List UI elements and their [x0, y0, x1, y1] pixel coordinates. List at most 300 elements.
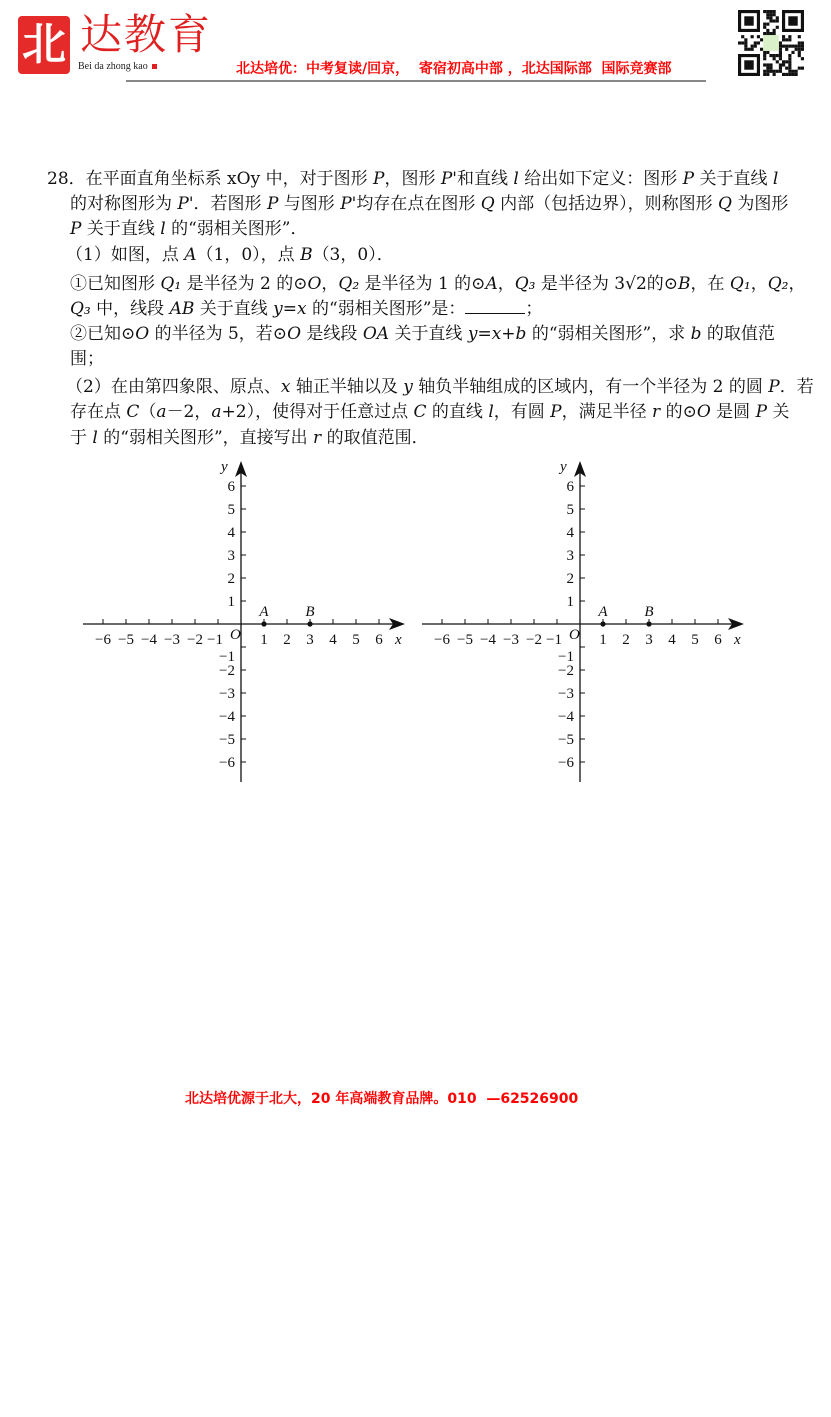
- y-tick-label: 5: [566, 502, 574, 518]
- text-segment: 关: [767, 402, 790, 422]
- point-B: [646, 621, 651, 626]
- y-tick-label: 3: [566, 548, 574, 564]
- y-tick-label: 4: [227, 525, 235, 541]
- text-segment: Q₁: [160, 274, 182, 294]
- text-segment: Q₃: [514, 274, 536, 294]
- qr-module: [757, 41, 760, 44]
- text-segment: ，: [788, 274, 806, 294]
- qr-module: [766, 63, 769, 66]
- qr-module: [779, 67, 782, 70]
- text-segment: x: [297, 299, 307, 319]
- x-axis-label: x: [734, 632, 741, 648]
- qr-module: [782, 38, 785, 41]
- x-axis-label: x: [395, 632, 402, 648]
- qr-module: [776, 54, 779, 57]
- point-A: [261, 621, 266, 626]
- text-segment: P: [682, 169, 695, 189]
- qr-module: [763, 57, 766, 60]
- qr-module: [801, 48, 804, 51]
- qr-module: [785, 60, 788, 63]
- x-tick-label: −5: [118, 632, 134, 648]
- text-segment: 围；: [70, 349, 104, 369]
- qr-module: [776, 16, 779, 19]
- point-A: [600, 621, 605, 626]
- text-segment: ，: [321, 274, 339, 294]
- text-segment: O: [307, 274, 322, 294]
- text-segment: 的“弱相关图形”，直接写出: [97, 428, 314, 448]
- qr-module: [788, 38, 791, 41]
- qr-module: [763, 10, 766, 13]
- qr-module: [776, 19, 779, 22]
- qr-module: [769, 13, 772, 16]
- text-segment: ；: [525, 299, 543, 319]
- qr-module: [747, 48, 750, 51]
- question-line: [70, 218, 308, 240]
- text-segment: 的半径为 5，若⊙: [149, 324, 288, 344]
- text-segment: =: [477, 324, 492, 344]
- qr-module: [741, 35, 744, 38]
- qr-module: [769, 10, 772, 13]
- x-tick-label: −2: [526, 632, 542, 648]
- header-divider: [126, 80, 706, 82]
- x-tick-label: −3: [164, 632, 180, 648]
- x-tick-label: 6: [375, 632, 383, 648]
- text-segment: （1）如图，点: [66, 245, 185, 265]
- text-segment: r: [652, 402, 661, 422]
- qr-module: [795, 70, 798, 73]
- text-segment: 28．在平面直角坐标系: [47, 169, 228, 189]
- y-tick-label: −3: [219, 686, 235, 702]
- qr-module: [782, 60, 785, 63]
- text-segment: l: [488, 402, 494, 422]
- x-tick-label: −1: [546, 632, 562, 648]
- text-segment: xOy: [227, 169, 261, 189]
- y-tick-label: −4: [219, 709, 235, 725]
- text-segment: ，满足半径: [561, 402, 653, 422]
- text-segment: （1，0），点: [196, 245, 301, 265]
- text-segment: 中，线段: [90, 299, 170, 319]
- qr-module: [773, 73, 776, 76]
- qr-module: [785, 38, 788, 41]
- y-tick-label: −6: [558, 755, 574, 771]
- text-segment: 关于直线: [694, 169, 773, 189]
- qr-module: [744, 45, 747, 48]
- qr-module: [766, 10, 769, 13]
- qr-module: [769, 67, 772, 70]
- qr-module: [744, 60, 753, 69]
- qr-module: [766, 16, 769, 19]
- y-tick-label: −5: [558, 732, 574, 748]
- x-tick-label: 5: [352, 632, 360, 648]
- text-segment: 中，对于图形: [260, 169, 373, 189]
- text-segment: x: [280, 377, 291, 397]
- qr-module: [779, 57, 782, 60]
- x-tick-label: −4: [141, 632, 157, 648]
- qr-module: [763, 51, 766, 54]
- text-segment: 与图形: [278, 194, 341, 214]
- text-segment: 的取值范: [701, 324, 775, 344]
- qr-module: [788, 35, 791, 38]
- text-segment: y: [403, 377, 413, 397]
- question-line: [70, 273, 805, 295]
- text-segment: 是半径为 2 的⊙: [181, 274, 308, 294]
- qr-module: [773, 19, 776, 22]
- qr-module: [769, 16, 772, 19]
- qr-module: [773, 54, 776, 57]
- footer-text: 北达培优源于北大，20 年高端教育品牌。010 —62526900: [185, 1091, 579, 1107]
- y-tick-label: −4: [558, 709, 574, 725]
- qr-module: [766, 70, 769, 73]
- text-segment: Q₁: [729, 274, 751, 294]
- text-segment: P: [755, 402, 768, 422]
- qr-module: [791, 45, 794, 48]
- qr-module: [779, 63, 782, 66]
- text-segment: a: [211, 402, 222, 422]
- qr-module: [788, 45, 791, 48]
- qr-module: [773, 13, 776, 16]
- text-segment: 轴负半轴组成的区域内，有一个半径为 2 的圆: [412, 377, 769, 397]
- text-segment: （3，0）．: [312, 245, 394, 265]
- text-segment: O: [135, 324, 150, 344]
- logo-subtitle: [78, 61, 157, 73]
- qr-module: [798, 41, 801, 44]
- text-segment: r: [313, 428, 322, 448]
- x-tick-label: 3: [306, 632, 314, 648]
- text-segment: ，有圆: [493, 402, 551, 422]
- x-tick-label: −2: [187, 632, 203, 648]
- x-tick-label: 2: [622, 632, 630, 648]
- y-tick-label: −2: [219, 663, 235, 679]
- text-segment: P: [70, 219, 82, 239]
- question-line: [70, 401, 789, 423]
- text-segment: 的“弱相关图形”．: [165, 219, 308, 239]
- question-line: [70, 427, 429, 449]
- qr-module: [788, 54, 791, 57]
- question-line: [70, 193, 788, 215]
- question-line: [70, 348, 104, 370]
- y-tick-label: 2: [566, 571, 574, 587]
- point-label: B: [644, 604, 654, 620]
- text-segment: a: [156, 402, 167, 422]
- qr-center-logo: [763, 35, 779, 51]
- qr-module: [763, 63, 766, 66]
- qr-module: [744, 38, 747, 41]
- qr-module: [795, 48, 798, 51]
- x-tick-label: −3: [503, 632, 519, 648]
- qr-module: [741, 41, 744, 44]
- text-segment: 的“弱相关图形”，求: [526, 324, 691, 344]
- qr-module: [801, 41, 804, 44]
- qr-module: [788, 70, 791, 73]
- qr-module: [766, 29, 769, 32]
- qr-module: [769, 70, 772, 73]
- text-segment: P: [266, 194, 279, 214]
- qr-module: [763, 26, 766, 29]
- text-segment: P: [373, 169, 385, 189]
- logo-mark: 北: [18, 16, 70, 74]
- qr-module: [779, 51, 782, 54]
- text-segment: ②已知⊙: [70, 324, 136, 344]
- x-tick-label: −5: [457, 632, 473, 648]
- text-segment: P': [440, 169, 457, 189]
- qr-module: [798, 48, 801, 51]
- y-tick-label: 3: [227, 548, 235, 564]
- text-segment: 存在点: [70, 402, 127, 422]
- text-segment: 关于直线: [389, 324, 468, 344]
- x-tick-label: 4: [668, 632, 676, 648]
- question-line: [70, 323, 775, 345]
- text-segment: A: [485, 274, 498, 294]
- text-segment: P': [340, 194, 357, 214]
- qr-module: [763, 32, 766, 35]
- qr-module: [773, 32, 776, 35]
- text-segment: 的⊙: [660, 402, 697, 422]
- qr-module: [751, 45, 754, 48]
- qr-module: [751, 35, 754, 38]
- text-segment: O: [287, 324, 301, 344]
- text-segment: 的取值范围．: [321, 428, 429, 448]
- qr-module: [760, 48, 763, 51]
- text-segment: C: [413, 402, 427, 422]
- qr-module: [795, 45, 798, 48]
- question-line: [66, 244, 394, 266]
- y-tick-label: 6: [566, 479, 574, 495]
- qr-module: [791, 51, 794, 54]
- qr-module: [754, 41, 757, 44]
- text-segment: 的直线: [426, 402, 489, 422]
- x-tick-label: 1: [260, 632, 268, 648]
- qr-module: [798, 67, 801, 70]
- text-segment: 的对称图形为: [70, 194, 178, 214]
- qr-code-icon: [737, 10, 805, 76]
- x-tick-label: 6: [714, 632, 722, 648]
- qr-module: [788, 63, 791, 66]
- question-line: [70, 298, 542, 320]
- qr-module: [763, 23, 766, 26]
- text-segment: 于: [70, 428, 93, 448]
- qr-module: [788, 60, 791, 63]
- x-tick-label: 5: [691, 632, 699, 648]
- point-label: A: [259, 604, 269, 620]
- qr-module: [785, 48, 788, 51]
- qr-module: [785, 73, 788, 76]
- text-segment: ，图形: [384, 169, 441, 189]
- qr-module: [766, 51, 769, 54]
- qr-module: [801, 45, 804, 48]
- answer-blank[interactable]: [465, 299, 525, 314]
- qr-module: [776, 26, 779, 29]
- coordinate-graph-1: [75, 455, 420, 790]
- text-segment: 给出如下定义：图形: [518, 169, 683, 189]
- logo-square-icon: [152, 64, 157, 69]
- x-tick-label: −1: [207, 632, 223, 648]
- text-segment: =: [282, 299, 298, 319]
- qr-module: [744, 16, 753, 25]
- qr-module: [779, 48, 782, 51]
- header-slogan: 北达培优：中考复读/回京， 寄宿初高中部 ，北达国际部 国际竞赛部: [236, 61, 672, 77]
- text-segment: 关于直线: [81, 219, 161, 239]
- qr-module: [776, 60, 779, 63]
- qr-module: [779, 41, 782, 44]
- text-segment: 是半径为 3√2的⊙: [535, 274, 679, 294]
- qr-module: [751, 48, 754, 51]
- text-segment: Q: [480, 194, 495, 214]
- y-tick-label: −2: [558, 663, 574, 679]
- text-segment: （2）在由第四象限、原点、: [66, 377, 281, 397]
- qr-module: [779, 45, 782, 48]
- text-segment: ．若: [779, 377, 814, 397]
- text-segment: y: [467, 324, 478, 344]
- text-segment: －2，: [166, 402, 212, 422]
- text-segment: x: [491, 324, 502, 344]
- text-segment: Q₂: [767, 274, 789, 294]
- text-segment: 关于直线: [194, 299, 274, 319]
- qr-module: [760, 38, 763, 41]
- qr-module: [782, 45, 785, 48]
- qr-module: [763, 73, 766, 76]
- text-segment: 是半径为 1 的⊙: [359, 274, 486, 294]
- qr-module: [788, 67, 791, 70]
- point-label: B: [305, 604, 315, 620]
- x-tick-label: 2: [283, 632, 291, 648]
- logo-text: 达教育: [80, 10, 213, 59]
- question-line: [66, 376, 814, 398]
- qr-module: [738, 41, 741, 44]
- qr-module: [763, 54, 766, 57]
- qr-module: [766, 13, 769, 16]
- text-segment: A: [184, 245, 197, 265]
- y-tick-label: 2: [227, 571, 235, 587]
- text-segment: y: [273, 299, 283, 319]
- text-segment: B: [300, 245, 313, 265]
- text-segment: l: [513, 169, 519, 189]
- qr-module: [744, 48, 747, 51]
- text-segment: ，在: [690, 274, 730, 294]
- qr-module: [798, 51, 801, 54]
- text-segment: +2），使得对于任意过点: [221, 402, 414, 422]
- qr-module: [782, 63, 785, 66]
- qr-module: [795, 73, 798, 76]
- text-segment: b: [690, 324, 702, 344]
- text-segment: Q: [717, 194, 732, 214]
- qr-module: [769, 63, 772, 66]
- qr-module: [779, 70, 782, 73]
- point-label: A: [598, 604, 608, 620]
- qr-module: [769, 32, 772, 35]
- text-segment: l: [772, 169, 779, 189]
- text-segment: ，: [750, 274, 768, 294]
- text-segment: O: [696, 402, 711, 422]
- text-segment: Q₂: [338, 274, 360, 294]
- qr-module: [766, 73, 769, 76]
- qr-module: [785, 45, 788, 48]
- y-tick-label: 6: [227, 479, 235, 495]
- qr-module: [788, 16, 797, 25]
- qr-module: [769, 19, 772, 22]
- qr-module: [766, 67, 769, 70]
- qr-module: [773, 10, 776, 13]
- y-axis-label: y: [221, 459, 228, 475]
- qr-module: [773, 70, 776, 73]
- text-segment: B: [678, 274, 691, 294]
- qr-module: [766, 23, 769, 26]
- text-segment: ．若图形: [193, 194, 267, 214]
- question-line: [47, 168, 778, 190]
- text-segment: C: [126, 402, 140, 422]
- qr-module: [757, 35, 760, 38]
- y-tick-label: 1: [566, 594, 574, 610]
- y-axis-label: y: [560, 459, 567, 475]
- y-tick-label: −1: [558, 649, 574, 665]
- text-segment: 的“弱相关图形”是：: [306, 299, 466, 319]
- text-segment: l: [160, 219, 166, 239]
- y-tick-label: −6: [219, 755, 235, 771]
- qr-module: [766, 32, 769, 35]
- origin-label: O: [569, 627, 580, 643]
- text-segment: AB: [169, 299, 195, 319]
- qr-module: [782, 35, 785, 38]
- qr-module: [788, 57, 791, 60]
- qr-module: [782, 73, 785, 76]
- x-tick-label: 1: [599, 632, 607, 648]
- y-tick-label: −1: [219, 649, 235, 665]
- text-segment: +: [501, 324, 516, 344]
- qr-module: [779, 54, 782, 57]
- y-tick-label: 1: [227, 594, 235, 610]
- qr-module: [801, 67, 804, 70]
- text-segment: P: [768, 377, 780, 397]
- qr-module: [776, 70, 779, 73]
- qr-module: [744, 41, 747, 44]
- qr-module: [763, 70, 766, 73]
- text-segment: 轴正半轴以及: [290, 377, 404, 397]
- text-segment: 内部（包括边界），则称图形: [494, 194, 718, 214]
- qr-module: [791, 70, 794, 73]
- text-segment: l: [92, 428, 98, 448]
- text-segment: b: [515, 324, 527, 344]
- text-segment: ①已知图形: [70, 274, 161, 294]
- text-segment: （: [139, 402, 157, 422]
- qr-module: [798, 45, 801, 48]
- qr-module: [769, 54, 772, 57]
- x-tick-label: −4: [480, 632, 496, 648]
- qr-module: [798, 35, 801, 38]
- coordinate-graph-2: [414, 455, 759, 790]
- y-tick-label: 4: [566, 525, 574, 541]
- logo-subtitle-text: Bei da zhong kao: [78, 61, 148, 72]
- text-segment: 和直线: [456, 169, 514, 189]
- text-segment: Q₃: [70, 299, 91, 319]
- qr-module: [754, 45, 757, 48]
- point-B: [307, 621, 312, 626]
- qr-module: [798, 54, 801, 57]
- text-segment: OA: [362, 324, 390, 344]
- y-tick-label: −3: [558, 686, 574, 702]
- qr-module: [788, 73, 791, 76]
- x-tick-label: 4: [329, 632, 337, 648]
- text-segment: 为图形: [731, 194, 789, 214]
- y-tick-label: −5: [219, 732, 235, 748]
- text-segment: P': [177, 194, 194, 214]
- qr-module: [773, 57, 776, 60]
- x-tick-label: 3: [645, 632, 653, 648]
- text-segment: 是线段: [301, 324, 363, 344]
- text-segment: 均存在点在图形: [356, 194, 481, 214]
- x-tick-label: −6: [434, 632, 450, 648]
- origin-label: O: [230, 627, 241, 643]
- qr-module: [791, 73, 794, 76]
- text-segment: ，: [497, 274, 515, 294]
